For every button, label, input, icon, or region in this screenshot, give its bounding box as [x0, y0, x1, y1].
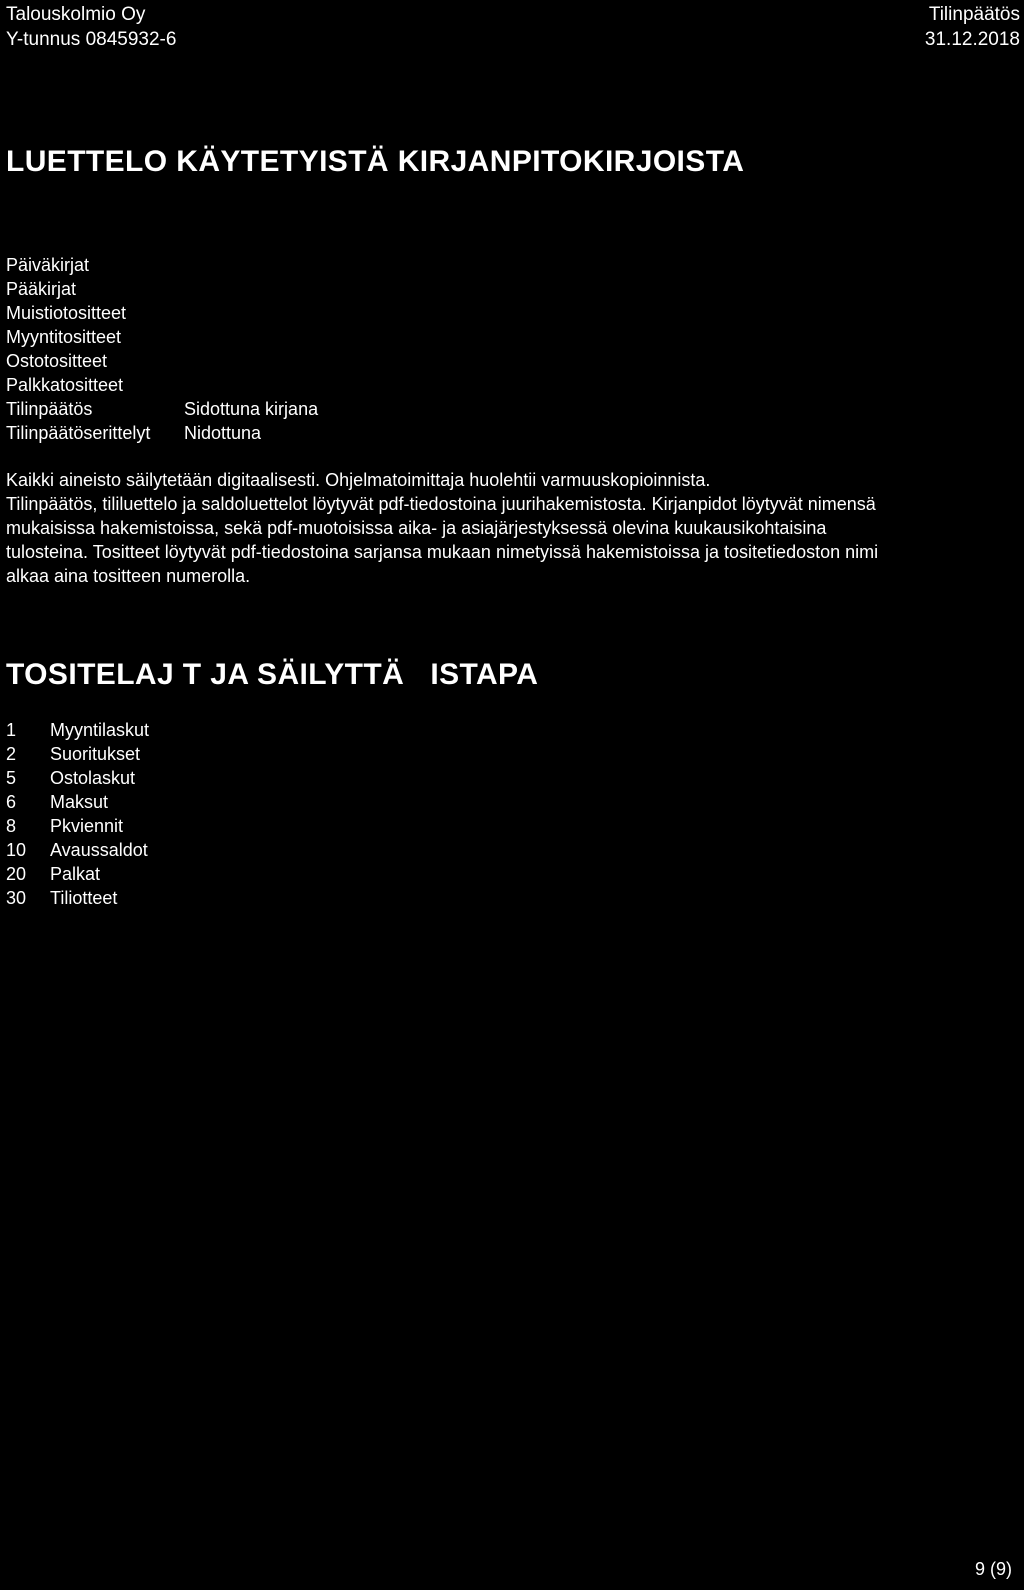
book-name: Palkkatositteet: [6, 375, 124, 395]
book-row: [6, 397, 318, 421]
book-row: [6, 253, 318, 277]
books-list: [6, 253, 318, 445]
document-header: [925, 2, 1020, 52]
book-row: [6, 349, 318, 373]
book-note: Sidottuna kirjana: [184, 399, 319, 419]
paragraph-line: mukaisissa hakemistoissa, sekä pdf-muotoisissa aika- ja asiajärjestyksessä olevina kuukausikohtaisina: [6, 518, 827, 538]
document-type: Tilinpäätös: [928, 4, 1020, 25]
book-row: [6, 373, 318, 397]
voucher-type-row: [6, 886, 149, 910]
paragraph-line: Kaikki aineisto säilytetään digitaalisesti. Ohjelmatoimittaja huolehtii varmuuskopioinnista.: [6, 470, 711, 490]
books-section-title: LUETTELO KÄYTETYISTÄ KIRJANPITOKIRJOISTA: [6, 145, 745, 178]
book-name: Tilinpäätöserittelyt: [6, 423, 151, 443]
business-id: Y-tunnus 0845932-6: [6, 29, 177, 50]
voucher-type-name: Ostolaskut: [50, 768, 136, 788]
voucher-type-name: Pkviennit: [50, 816, 124, 836]
document-date: 31.12.2018: [924, 29, 1020, 50]
voucher-type-row: [6, 838, 149, 862]
voucher-type-row: [6, 790, 149, 814]
voucher-type-name: Maksut: [50, 792, 109, 812]
paragraph-line: tulosteina. Tositteet löytyvät pdf-tiedostoina sarjansa mukaan nimetyissä hakemistoissa ja tositetiedoston nimi: [6, 542, 879, 562]
book-row: [6, 421, 318, 445]
voucher-type-name: Myyntilaskut: [50, 720, 150, 740]
voucher-type-code: 20: [6, 864, 27, 884]
voucher-type-name: Palkat: [50, 864, 101, 884]
voucher-type-name: Suoritukset: [50, 744, 141, 764]
voucher-type-code: 1: [6, 720, 17, 740]
voucher-type-row: [6, 814, 149, 838]
voucher-type-row: [6, 718, 149, 742]
book-row: [6, 301, 318, 325]
book-name: Muistiotositteet: [6, 303, 127, 323]
voucher-section-title: TOSITELAJ T JA SÄILYTTÄ ISTAPA: [6, 658, 539, 691]
voucher-type-row: [6, 742, 149, 766]
voucher-type-code: 6: [6, 792, 17, 812]
paragraph-line: alkaa aina tositteen numerolla.: [6, 566, 251, 586]
paragraph-line: Tilinpäätös, tililuettelo ja saldoluettelot löytyvät pdf-tiedostoina juurihakemistosta. Kirjanpidot löytyvät nimensä: [6, 494, 876, 514]
voucher-type-row: [6, 862, 149, 886]
voucher-type-code: 5: [6, 768, 17, 788]
book-name: Päiväkirjat: [6, 255, 90, 275]
storage-paragraph: [6, 468, 1018, 588]
voucher-type-code: 30: [6, 888, 27, 908]
page-number: 9 (9): [974, 1559, 1012, 1579]
voucher-type-name: Tiliotteet: [50, 888, 118, 908]
book-name: Tilinpäätös: [6, 399, 93, 419]
voucher-type-code: 2: [6, 744, 17, 764]
voucher-type-row: [6, 766, 149, 790]
book-note: Nidottuna: [184, 423, 262, 443]
voucher-type-code: 10: [6, 840, 27, 860]
book-row: [6, 277, 318, 301]
book-name: Ostotositteet: [6, 351, 108, 371]
company-name: Talouskolmio Oy: [6, 4, 146, 25]
voucher-type-name: Avaussaldot: [50, 840, 148, 860]
book-row: [6, 325, 318, 349]
voucher-types-list: [6, 718, 149, 910]
book-name: Myyntitositteet: [6, 327, 122, 347]
voucher-type-code: 8: [6, 816, 17, 836]
book-name: Pääkirjat: [6, 279, 77, 299]
company-header: [6, 2, 176, 52]
